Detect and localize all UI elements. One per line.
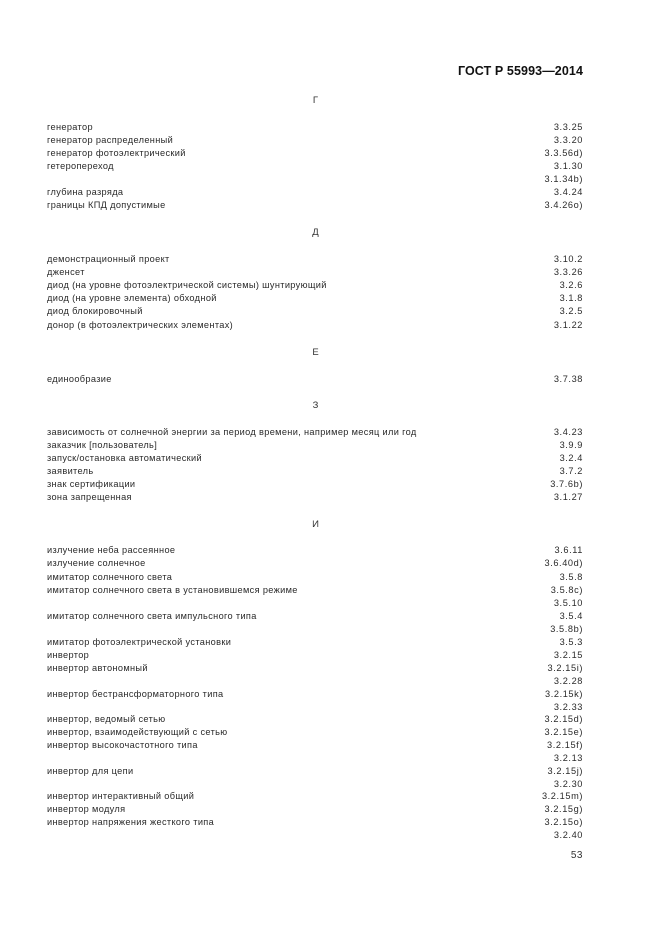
index-entry xyxy=(47,426,583,439)
entry-ref: 3.4.24 xyxy=(553,187,583,197)
entry-ref: 3.2.15i) xyxy=(547,663,583,673)
entry-ref: 3.9.9 xyxy=(559,440,583,450)
entry-ref: 3.2.15g) xyxy=(544,804,583,814)
index-entry xyxy=(47,292,583,305)
entry-ref: 3.2.15m) xyxy=(541,791,583,801)
section-letter-z: З xyxy=(312,400,319,411)
entry-ref: 3.7.6b) xyxy=(550,479,583,489)
index-entry xyxy=(47,623,583,636)
index-entry xyxy=(47,557,583,570)
document-standard-header: ГОСТ Р 55993—2014 xyxy=(457,64,583,78)
entry-term: инвертор высокочастотного типа xyxy=(47,740,198,750)
entry-term: знак сертификации xyxy=(47,479,136,489)
entry-ref: 3.2.30 xyxy=(553,779,583,789)
entry-ref: 3.6.40d) xyxy=(544,558,583,568)
entry-ref: 3.5.8c) xyxy=(550,585,583,595)
index-entry xyxy=(47,584,583,597)
entry-term: генератор фотоэлектрический xyxy=(47,148,186,158)
index-entry xyxy=(47,186,583,199)
entry-ref: 3.5.8b) xyxy=(550,624,583,634)
section-letter-d: Д xyxy=(312,227,319,238)
entry-term: диод (на уровне элемента) обходной xyxy=(47,293,217,303)
entry-ref: 3.1.34b) xyxy=(544,174,583,184)
section-letter-i: И xyxy=(312,519,319,530)
entry-term: имитатор солнечного света xyxy=(47,572,173,582)
index-entry xyxy=(47,439,583,452)
entry-term: заявитель xyxy=(47,466,94,476)
index-entry xyxy=(47,713,583,726)
index-entry xyxy=(47,199,583,212)
entry-ref: 3.2.15o) xyxy=(544,817,583,827)
entry-term: инвертор модуля xyxy=(47,804,126,814)
entry-term: имитатор солнечного света в установившемся режиме xyxy=(47,585,298,595)
entry-term: гетеропереход xyxy=(47,161,114,171)
entry-term: генератор xyxy=(47,122,93,132)
entry-ref: 3.2.6 xyxy=(559,280,583,290)
entry-ref: 3.5.3 xyxy=(559,637,583,647)
entry-term: имитатор фотоэлектрической установки xyxy=(47,637,232,647)
section-letter-ye: Е xyxy=(312,347,319,358)
index-entry xyxy=(47,279,583,292)
entry-term: генератор распределенный xyxy=(47,135,174,145)
index-entry xyxy=(47,544,583,557)
index-entry xyxy=(47,597,583,610)
entry-term: инвертор напряжения жесткого типа xyxy=(47,817,215,827)
entry-ref: 3.1.30 xyxy=(553,161,583,171)
index-entry xyxy=(47,649,583,662)
section-letter-g: Г xyxy=(312,95,319,106)
index-entry xyxy=(47,829,583,842)
entry-ref: 3.3.25 xyxy=(553,122,583,132)
entry-term: зависимость от солнечной энергии за период времени, например месяц или год xyxy=(47,427,417,437)
entry-term: единообразие xyxy=(47,374,112,384)
entry-ref: 3.1.8 xyxy=(559,293,583,303)
entry-term: диод (на уровне фотоэлектрической системы) шунтирующий xyxy=(47,280,327,290)
index-entry xyxy=(47,160,583,173)
entry-ref: 3.6.11 xyxy=(554,545,583,555)
entry-term: излучение неба рассеянное xyxy=(47,545,176,555)
entry-term: инвертор бестрансформаторного типа xyxy=(47,689,224,699)
index-entry xyxy=(47,816,583,829)
entry-term: излучение солнечное xyxy=(47,558,146,568)
entry-ref: 3.4.26o) xyxy=(544,200,583,210)
entry-ref: 3.10.2 xyxy=(553,254,583,264)
entry-ref: 3.2.4 xyxy=(559,453,583,463)
index-entry xyxy=(47,319,583,332)
entry-term: инвертор для цепи xyxy=(47,766,134,776)
index-entry xyxy=(47,610,583,623)
entry-term: заказчик [пользователь] xyxy=(47,440,158,450)
entry-ref: 3.2.40 xyxy=(553,830,583,840)
index-entry xyxy=(47,636,583,649)
entry-ref: 3.2.15f) xyxy=(547,740,583,750)
index-entry xyxy=(47,373,583,386)
entry-term: инвертор, взаимодействующий с сетью xyxy=(47,727,228,737)
entry-ref: 3.2.15k) xyxy=(545,689,583,699)
entry-ref: 3.2.15e) xyxy=(544,727,583,737)
index-entry xyxy=(47,726,583,739)
index-entry xyxy=(47,173,583,186)
index-entry xyxy=(47,491,583,504)
page-number: 53 xyxy=(570,850,583,861)
entry-ref: 3.5.10 xyxy=(553,598,583,608)
entry-term: инвертор интерактивный общий xyxy=(47,791,195,801)
index-entry xyxy=(47,752,583,765)
index-entry xyxy=(47,478,583,491)
index-entry xyxy=(47,803,583,816)
entry-ref: 3.2.15d) xyxy=(544,714,583,724)
entry-term: дженсет xyxy=(47,267,85,277)
entry-ref: 3.2.15 xyxy=(553,650,583,660)
index-entry xyxy=(47,266,583,279)
entry-ref: 3.7.38 xyxy=(553,374,583,384)
entry-ref: 3.3.20 xyxy=(553,135,583,145)
entry-ref: 3.1.27 xyxy=(553,492,583,502)
index-entry xyxy=(47,739,583,752)
entry-ref: 3.2.15j) xyxy=(547,766,583,776)
entry-term: запуск/остановка автоматический xyxy=(47,453,203,463)
entry-ref: 3.2.33 xyxy=(553,702,583,712)
index-entry xyxy=(47,571,583,584)
entry-ref: 3.3.26 xyxy=(553,267,583,277)
index-entry xyxy=(47,121,583,134)
entry-term: зона запрещенная xyxy=(47,492,132,502)
index-entry xyxy=(47,662,583,675)
entry-ref: 3.7.2 xyxy=(559,466,583,476)
entry-term: диод блокировочный xyxy=(47,306,143,316)
index-entry xyxy=(47,675,583,688)
entry-ref: 3.2.5 xyxy=(559,306,583,316)
entry-term: границы КПД допустимые xyxy=(47,200,166,210)
index-entry xyxy=(47,147,583,160)
index-entry xyxy=(47,465,583,478)
entry-term: инвертор xyxy=(47,650,90,660)
entry-ref: 3.5.4 xyxy=(559,611,583,621)
entry-term: инвертор, ведомый сетью xyxy=(47,714,166,724)
entry-ref: 3.2.13 xyxy=(553,753,583,763)
entry-term: имитатор солнечного света импульсного типа xyxy=(47,611,257,621)
index-entry xyxy=(47,305,583,318)
entry-ref: 3.2.28 xyxy=(553,676,583,686)
index-entry xyxy=(47,790,583,803)
entry-term: донор (в фотоэлектрических элементах) xyxy=(47,320,234,330)
entry-ref: 3.4.23 xyxy=(553,427,583,437)
entry-ref: 3.1.22 xyxy=(553,320,583,330)
entry-term: глубина разряда xyxy=(47,187,124,197)
entry-ref: 3.3.56d) xyxy=(544,148,583,158)
index-entry xyxy=(47,452,583,465)
entry-ref: 3.5.8 xyxy=(559,572,583,582)
index-entry xyxy=(47,253,583,266)
index-entry xyxy=(47,688,583,701)
entry-term: демонстрационный проект xyxy=(47,254,170,264)
entry-term: инвертор автономный xyxy=(47,663,148,673)
index-entry xyxy=(47,134,583,147)
index-entry xyxy=(47,765,583,778)
